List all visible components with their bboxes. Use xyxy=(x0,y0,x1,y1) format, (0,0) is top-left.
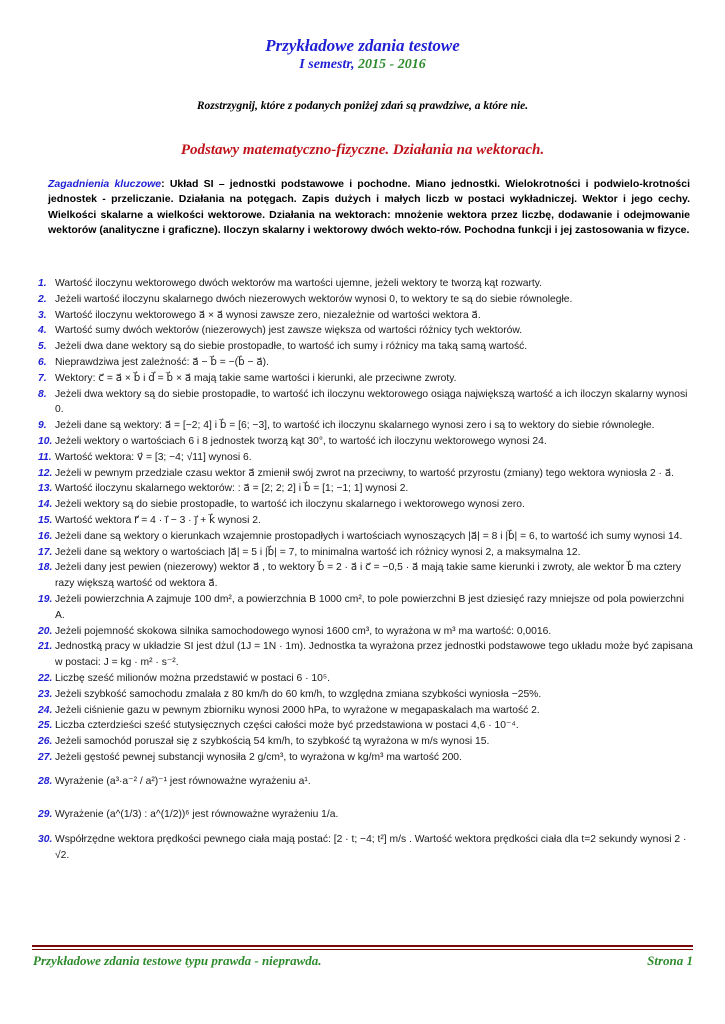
question-item xyxy=(38,529,693,545)
question-number: 3. xyxy=(38,309,47,321)
question-item xyxy=(38,323,693,339)
question-item xyxy=(38,560,693,592)
question-number: 27. xyxy=(38,751,53,763)
question-number: 13. xyxy=(38,483,53,495)
question-number: 25. xyxy=(38,720,53,732)
question-number: 22. xyxy=(38,672,53,684)
question-item xyxy=(38,671,693,687)
question-number: 9. xyxy=(38,420,47,432)
question-item xyxy=(38,339,693,355)
semester-line xyxy=(0,57,725,73)
question-text: Wyrażenie (a^(1/3) : a^(1/2))⁶ jest równoważne wyrażeniu 1/a. xyxy=(55,808,339,820)
question-number: 15. xyxy=(38,514,53,526)
question-text: Jeżeli ciśnienie gazu w pewnym zbiorniku wynosi 2000 hPa, to wyrażone w megapaskalach ma wartość 2. xyxy=(55,704,540,716)
question-item xyxy=(38,308,693,324)
question-text: Jeżeli dane są wektory o kierunkach wzajemnie prostopadłych i wartościach wynoszących |a⃗| = 8 i |b⃗| = 6, to wartość ich sumy wynosi 14. xyxy=(55,530,683,542)
question-text: Jeżeli gęstość pewnej substancji wynosiła 2 g/cm³, to wyrażona w kg/m³ ma wartość 200. xyxy=(55,751,462,763)
question-item xyxy=(38,799,693,832)
question-text: Wartość iloczynu wektorowego a⃗ × a⃗ wynosi zawsze zero, niezależnie od wartości wektora a⃗. xyxy=(55,309,481,321)
semester-label: I semestr, xyxy=(299,57,359,72)
question-item xyxy=(38,371,693,387)
question-number: 1. xyxy=(38,278,47,289)
question-text: Jeżeli dwa wektory są do siebie prostopadłe, to wartość ich iloczynu wektorowego osiąga największą wartość a ich iloczyn skalarny wynosi 0. xyxy=(55,388,688,416)
question-item xyxy=(38,687,693,703)
question-text: Liczbę sześć milionów można przedstawić w postaci 6 · 10⁵. xyxy=(55,672,330,684)
question-number: 5. xyxy=(38,341,47,353)
question-item xyxy=(38,450,693,466)
question-number: 10. xyxy=(38,435,53,447)
question-text: Wartość iloczynu skalarnego wektorów: : a⃗ = [2; 2; 2] i b⃗ = [1; −1; 1] wynosi 2. xyxy=(55,483,409,495)
question-item xyxy=(38,734,693,750)
question-text: Wartość wektora: v⃗ = [3; −4; √11] wynosi 6. xyxy=(55,451,252,463)
question-text: Jednostką pracy w układzie SI jest dżul (1J = 1N · 1m). Jednostka ta wyrażona przez jednostki podstawowe tego układu może być zapisana w postaci: J = kg · m² · s⁻². xyxy=(55,641,693,669)
page-title: Przykładowe zdania testowe xyxy=(265,36,460,55)
question-item xyxy=(38,592,693,624)
question-text: Wyrażenie (a³·a⁻² / a²)⁻¹ jest równoważne wyrażeniu a¹. xyxy=(55,775,311,787)
question-item xyxy=(38,466,693,482)
semester-years: 2015 - 2016 xyxy=(358,57,426,72)
footer-divider xyxy=(32,945,693,947)
question-number: 8. xyxy=(38,388,47,400)
key-topics-label: Zagadnienia kluczowe xyxy=(48,178,162,190)
question-number: 20. xyxy=(38,625,53,637)
section-title: Podstawy matematyczno-fizyczne. Działania na wektorach. xyxy=(180,142,545,158)
question-number: 11. xyxy=(38,451,52,463)
question-list xyxy=(38,276,693,863)
question-text: Jeżeli wektory o wartościach 6 i 8 jednostek tworzą kąt 30°, to wartość ich iloczynu wektorowego wynosi 24. xyxy=(55,435,547,447)
question-item xyxy=(38,545,693,561)
page-footer xyxy=(33,953,693,969)
key-topics-paragraph xyxy=(48,177,690,239)
question-number: 19. xyxy=(38,593,53,605)
question-number: 29. xyxy=(38,808,53,820)
question-number: 21. xyxy=(38,641,53,653)
question-number: 2. xyxy=(38,293,47,305)
question-text: Jeżeli pojemność skokowa silnika samochodowego wynosi 1600 cm³, to wyrażona w m³ ma wartość: 0,0016. xyxy=(55,625,552,637)
question-item xyxy=(38,276,693,292)
question-text: Wektory: c⃗ = a⃗ × b⃗ i d⃗ = b⃗ × a⃗ mają takie same wartości i kierunki, ale przeciwne zwroty. xyxy=(55,372,457,384)
question-number: 14. xyxy=(38,499,53,511)
question-number: 12. xyxy=(38,467,53,479)
footer-divider-thin xyxy=(32,949,693,950)
question-item xyxy=(38,292,693,308)
question-number: 4. xyxy=(38,325,47,337)
instruction-text: Rozstrzygnij, które z podanych poniżej zdań są prawdziwe, a które nie. xyxy=(196,100,529,112)
question-item xyxy=(38,481,693,497)
question-item xyxy=(38,418,693,434)
question-text: Jeżeli samochód poruszał się z szybkością 54 km/h, to szybkość tą wyrażona w m/s wynosi 15. xyxy=(55,736,490,748)
question-item xyxy=(38,513,693,529)
question-text: Nieprawdziwa jest zależność: a⃗ − b⃗ = −(b⃗ − a⃗). xyxy=(55,356,269,368)
question-text: Współrzędne wektora prędkości pewnego ciała mają postać: [2 · t; −4; t²] m/s . Wartość wektora prędkości ciała dla t=2 sekundy wynosi 2 · √2. xyxy=(55,833,687,861)
question-number: 26. xyxy=(38,736,53,748)
question-text: Wartość sumy dwóch wektorów (niezerowych) jest zawsze większa od wartości różnicy tych wektorów. xyxy=(55,325,523,337)
question-item xyxy=(38,624,693,640)
question-text: Jeżeli powierzchnia A zajmuje 100 dm², a powierzchnia B 1000 cm², to pole powierzchni B jest dziesięć razy mniejsze od pola powierzchni A. xyxy=(55,593,684,621)
question-text: Jeżeli dane są wektory o wartościach |a⃗| = 5 i |b⃗| = 7, to minimalna wartość ich różnicy wynosi 2, a maksymalna 12. xyxy=(55,546,581,558)
question-text: Liczba czterdzieści sześć stutysięcznych części całości może być przedstawiona w postaci 4,6 · 10⁻⁴. xyxy=(55,720,519,732)
question-number: 24. xyxy=(38,704,53,716)
question-number: 7. xyxy=(38,372,47,384)
question-item xyxy=(38,387,693,419)
footer-title: Przykładowe zdania testowe typu prawda - nieprawda. xyxy=(33,953,322,968)
question-text: Jeżeli szybkość samochodu zmalała z 80 km/h do 60 km/h, to względna zmiana szybkości wyniosła −25%. xyxy=(55,688,542,700)
question-item xyxy=(38,703,693,719)
question-item xyxy=(38,639,693,671)
question-item xyxy=(38,766,693,799)
question-text: Wartość iloczynu wektorowego dwóch wektorów ma wartości ujemne, jeżeli wektory te tworzą kąt rozwarty. xyxy=(55,278,542,289)
page-number: Strona 1 xyxy=(647,953,693,968)
question-number: 23. xyxy=(38,688,53,700)
question-number: 16. xyxy=(38,530,53,542)
question-number: 6. xyxy=(38,356,47,368)
question-text: Jeżeli wartość iloczynu skalarnego dwóch niezerowych wektorów wynosi 0, to wektory te są do siebie równoległe. xyxy=(55,293,573,305)
question-number: 30. xyxy=(38,833,53,845)
question-text: Jeżeli dane są wektory: a⃗ = [−2; 4] i b⃗ = [6; −3], to wartość ich iloczynu skalarnego wynosi zero i są to wektory do siebie równoległe. xyxy=(55,420,655,432)
question-item xyxy=(38,832,693,864)
question-text: Jeżeli dwa dane wektory są do siebie prostopadłe, to wartość ich sumy i różnicy ma taką samą wartość. xyxy=(55,341,528,353)
question-text: Jeżeli w pewnym przedziale czasu wektor a⃗ zmienił swój zwrot na przeciwny, to wartość przyrostu (zmiany) tego wektora wyniosła 2 · a⃗. xyxy=(55,467,675,479)
question-number: 18. xyxy=(38,562,53,574)
question-item xyxy=(38,718,693,734)
question-number: 17. xyxy=(38,546,53,558)
question-text: Jeżeli dany jest pewien (niezerowy) wektor a⃗ , to wektory b⃗ = 2 · a⃗ i c⃗ = −0,5 · a⃗ mają takie same kierunki i zwroty, ale wektor b⃗ ma cztery razy większą wartość od wektora a⃗. xyxy=(55,562,682,590)
question-item xyxy=(38,497,693,513)
question-item xyxy=(38,434,693,450)
question-text: Wartość wektora r⃗ = 4 · i⃗ − 3 · j⃗ + k⃗ wynosi 2. xyxy=(55,514,261,526)
question-number: 28. xyxy=(38,775,53,787)
question-text: Jeżeli wektory są do siebie prostopadłe, to wartość ich iloczynu skalarnego i wektorowego wynosi zero. xyxy=(55,499,525,511)
question-item xyxy=(38,750,693,766)
key-topics-text: : Układ SI – jednostki podstawowe i pochodne. Miano jednostki. Wielokrotności i podwielo-krotności jednostek - przeliczanie. Działania na potęgach. Zapis dużych i małych liczb w postaci wykładniczej. Wektor i jego cechy. Wielkości skalarne a wielkości wektorowe. Działania na wektorach: mnożenie wektora przez liczbę, dodawanie i odejmowanie wektorów (analityczne i graficzne). Iloczyn skalarny i wektorowy dwóch wekto-rów. Pochodna funkcji i jej zastosowania w fizyce. xyxy=(48,178,690,237)
question-item xyxy=(38,355,693,371)
